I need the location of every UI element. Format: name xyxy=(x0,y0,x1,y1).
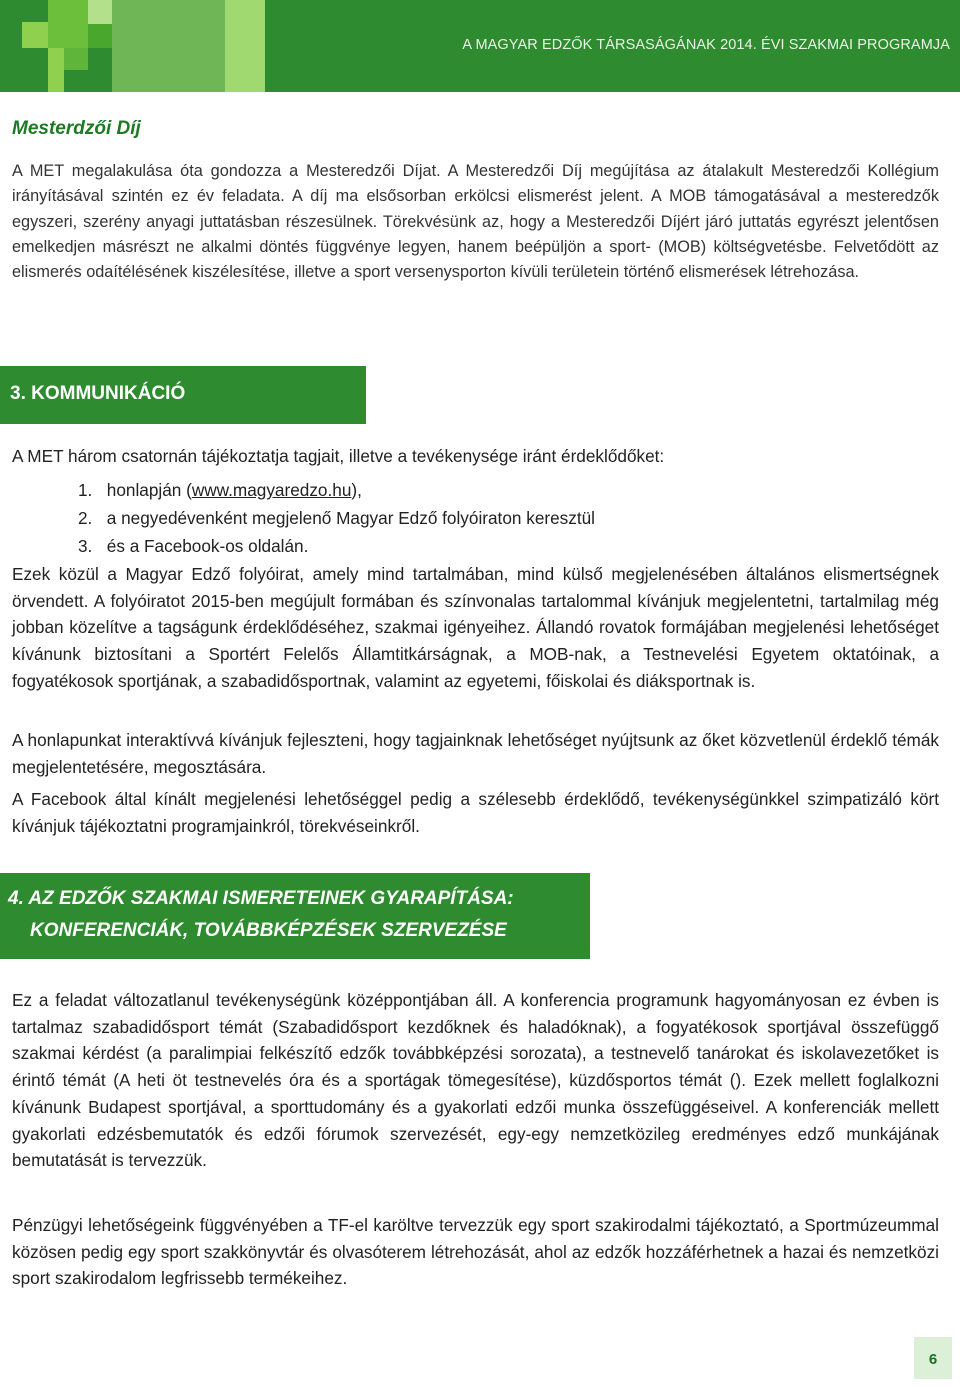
logo-squares-icon xyxy=(0,0,270,92)
heading-konferencia xyxy=(0,873,590,959)
channel-list xyxy=(78,476,595,560)
heading-kommunikacio xyxy=(0,366,366,424)
list-item: 2. a negyedévenként megjelenő Magyar Edző folyóiraton keresztül xyxy=(78,508,596,528)
header-title: A MAGYAR EDZŐK TÁRSASÁGÁNAK 2014. ÉVI SZAKMAI PROGRAMJA xyxy=(462,37,950,53)
heading-konferencia-line1: 4. AZ EDZŐK SZAKMAI ISMERETEINEK GYARAPÍTÁSA: xyxy=(8,888,514,909)
list-item: 3. és a Facebook-os oldalán. xyxy=(78,536,309,556)
heading-konferencia-line2: KONFERENCIÁK, TOVÁBBKÉPZÉSEK SZERVEZÉSE xyxy=(30,920,507,941)
kommunikacio-paragraph-3: A Facebook által kínált megjelenési lehetőséggel pedig a szélesebb érdeklődő, tevékenységünkkel szimpatizáló kört kívánjuk tájékoztatni programjainkról, törekvéseinkről. xyxy=(12,789,939,836)
list-item: 1. honlapján (www.magyaredzo.hu), xyxy=(78,480,362,500)
mesterdij-paragraph: A MET megalakulása óta gondozza a Mesteredzői Díjat. A Mesteredzői Díj megújítása az átalakult Mesteredzői Kollégium irányításával szintén ez év feladata. A díj ma elsősorban erkölcsi elismerést jelent. A MOB támogatásával a mesteredzők egyszeri, szerény anyagi juttatásban részesülnek. Törekvésünk az, hogy a Mesteredzői Díjért járó juttatás egyrészt jelentősen emelkedjen másrészt ne alkalmi döntés függvénye legyen, hanem beépüljön a sport- (MOB) költségvetésbe. Felvetődött az elismerés odaítélésének kiszélesítése, illetve a sport versenysporton kívüli területein történő elismerések létrehozása. xyxy=(12,162,939,282)
website-link[interactable]: www.magyaredzo.hu xyxy=(191,480,352,500)
kommunikacio-paragraph-2: A honlapunkat interaktívvá kívánjuk fejleszteni, hogy tagjainknak lehetőséget nyújtsunk az őket közvetlenül érdeklő témák megjelentetésére, megosztására. xyxy=(12,730,939,777)
konferencia-paragraph-2: Pénzügyi lehetőségeink függvényében a TF-el karöltve tervezzük egy sport szakirodalmi tájékoztató, a Sportmúzeummal közösen pedig egy sport szakkönyvtár és olvasóterem létrehozását, ahol az edzők hozzáférhetnek a hazai és nemzetközi sport szakirodalom legfrissebb termékeihez. xyxy=(12,1215,939,1289)
kommunikacio-paragraph-1: Ezek közül a Magyar Edző folyóirat, amely mind tartalmában, mind külső megjelenésében általános elismertségnek örvendett. A folyóiratot 2015-ben megújult formában és színvonalas tartalommal kívánjuk megjelentetni, tartalmilag még jobban közelítve a tagságunk érdeklődéséhez, szakmai igényeihez. Állandó rovatok formájában megjelenési lehetőséget kívánunk biztosítani a Sportért Felelős Államtitkárságnak, a MOB-nak, a Testnevelési Egyetem oktatóinak, a fogyatékosok sportjának, a szabadidősportnak, valamint az egyetemi, főiskolai és diáksportnak is. xyxy=(12,564,939,691)
heading-kommunikacio-text: 3. KOMMUNIKÁCIÓ xyxy=(10,383,186,404)
kommunikacio-intro: A MET három csatornán tájékoztatja tagjait, illetve a tevékenysége iránt érdeklődőket: xyxy=(12,446,665,466)
section-title-mesterdij: Mesterdzői Díj xyxy=(12,118,141,139)
konferencia-paragraph-1: Ez a feladat változatlanul tevékenységünk középpontjában áll. A konferencia programunk hagyományosan ez évben is tartalmaz szabadidősport témát (Szabadidősport kezdőknek és haladóknak), a fogyatékosok sportjával összefüggő szakmai kérdést (a paralimpiai felkészítő edzők továbbképzési sorozata), a testnevelő tanárokat és iskolavezetőket is érintő témát (A heti öt testnevelés óra és a sportágak tömegesítése), küzdősportos témát (). Ezek mellett foglalkozni kívánunk Budapest sportjával, a sporttudomány és a gyakorlati edzői munka összefüggéseivel. A konferenciák mellett gyakorlati edzésbemutatók és edzői fórumok szervezését, egy-egy nemzetközileg eredményes edző munkájának bemutatását is tervezzük. xyxy=(12,990,939,1171)
header-band xyxy=(0,0,960,92)
page-number: 6 xyxy=(914,1337,952,1379)
